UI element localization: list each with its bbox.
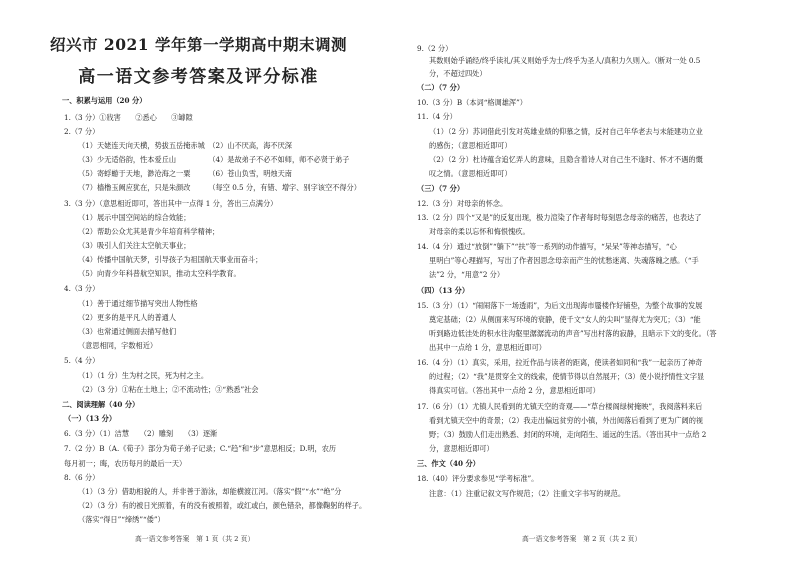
answer-line: 叹之情。（意思相近即可） xyxy=(429,169,512,178)
page-footer-2: 高一语文参考答案 第 2 页（共 2 页） xyxy=(522,535,642,543)
answer-line: 得真实可信。（答出其中一点给 2 分，意思相近即可） xyxy=(429,386,600,395)
answer-line: 6.（3 分）（1）洁慧 （2）雕刻 （3）逐渐 xyxy=(64,429,218,438)
answer-line: 分，不超过四处） xyxy=(429,69,487,78)
answer-line: 每月初一；晦，农历每月的最后一天） xyxy=(64,459,187,468)
answer-line: 9.（2 分） xyxy=(417,44,453,53)
answer-line: 10.（3 分）B（本词“格调雄浑”） xyxy=(417,98,527,107)
answer-line: （落实“得日”“缔绣”“倭”） xyxy=(78,515,165,524)
page-footer-1: 高一语文参考答案 第 1 页（共 2 页） xyxy=(135,535,255,543)
answer-line: 2.（7 分） xyxy=(64,127,100,136)
answer-line: 12.（3 分）对母亲的怀念。 xyxy=(417,199,508,208)
answer-line: 看到尤镇天空中的奇景；（2）我走出偏远贫穷的小镇，外出阅落后看到了更为广阔的视 xyxy=(429,416,704,425)
answer-line: 14.（4 分）通过“放倒”“躺下”“扶”等一系列的动作描写，“呆呆”等神态描写，“心 xyxy=(417,242,677,251)
answer-line: （5）向青少年科普航空知识，推动太空科学教育。 xyxy=(78,269,241,278)
answer-line: 18.（40）评分要求参见“学考标准”。 xyxy=(417,474,539,483)
section-heading: （一）（13 分） xyxy=(64,414,117,423)
answer-line: （3）也常通过侧面去描写他们 xyxy=(78,327,177,336)
document-title: 绍兴市 2021 学年第一学期高中期末调测 xyxy=(50,35,347,54)
answer-line: 里明白”等心理描写，写出了作者因思念母亲而产生的忧愁迷离、失魂落魄之感。（“手 xyxy=(429,256,699,265)
answer-line: （2）帮助公众尤其是青少年培育科学精神； xyxy=(78,227,220,236)
answer-line: （1）（2 分）苏词借此引发对英雄业绩的仰慕之情，反衬自己年华老去与未能建功立业 xyxy=(429,127,703,136)
answer-line: 出其中一点给 1 分，意思相近即可） xyxy=(429,343,546,352)
answer-line: 13.（2 分）四个“又是”的反复出现，极力渲染了作者每时每刻思念母亲的痛苦，也表达了 xyxy=(417,213,702,222)
answer-line: 法”2 分，“用意”2 分） xyxy=(429,270,505,279)
answer-line: （意思相同，字数相近） xyxy=(78,341,158,350)
answer-line: （1）展示中国空间站的综合效能； xyxy=(78,213,191,222)
answer-line: （2）更多的是平凡人的普通人 xyxy=(78,313,177,322)
answer-line: 奠定基础；（2）从侧面来写环境的衰静，使千文“女人的尖叫”显得尤为突兀；（3）“能 xyxy=(429,315,701,324)
answer-line: （1）（1 分）生为村之民，死为村之主。 xyxy=(78,371,209,380)
answer-line: （3）少无适俗韵，性本爱丘山 （4）是故弟子不必不如师，师不必贤于弟子 xyxy=(78,155,350,164)
section-heading: 二、阅读理解（40 分） xyxy=(62,400,140,409)
section-heading: 一、积累与运用（20 分） xyxy=(62,96,147,105)
answer-line: （3）吸引人们关注太空航天事业； xyxy=(78,241,191,250)
answer-line: （2）（3 分）①粘在土地上；②不流动性；③“熟悉”社会 xyxy=(78,385,259,394)
answer-line: 8.（6 分） xyxy=(64,473,100,482)
answer-line: 其数则始乎诵经/终乎读礼/其义则始乎为士/终乎为圣人/真积力久则入。（断对一处 0.5 xyxy=(429,56,701,65)
answer-line: 野；（3）鼓励人们走出熟悉、封闭的环境，走向陌生、遥远的生活。（答出其中一点给 2 xyxy=(429,430,707,439)
answer-line: 5.（4 分） xyxy=(64,356,100,365)
answer-line: （1）天姥连天向天横，势拔五岳掩赤城 （2）山不厌高，海不厌深 xyxy=(78,141,292,150)
answer-line: 分，意思相近即可） xyxy=(429,444,494,453)
answer-line: （2）（2 分）杜诗蕴含追忆弄人的意味，且隐含着诗人对自己生不逢时、怀才不遇的慨 xyxy=(429,155,703,164)
answer-line: （1）（3 分）借助相貌的人，并非善于游泳，却能横渡江河。（落实“假”“水”“绝”分 xyxy=(78,487,342,496)
answer-line: 对母亲的柔以忘怀和悔恨愧疚。 xyxy=(429,227,530,236)
answer-line: （2）（3 分）有的被日光照着，有的没有被照着，或红或白，颜色错杂，都像鞠躬的样子。 xyxy=(78,501,367,510)
answer-line: 16.（4 分）（1）真实，采用，拉近作品与读者的距离，使读者如同和“我”一起亲历了神奇 xyxy=(417,358,703,367)
section-heading: （三）（7 分） xyxy=(417,184,465,193)
answer-line: 17.（6 分）（1）尤镇人民看到的尤镇天空的奇观——“草台楼阁绿树掩映”，我阅落料来后 xyxy=(417,402,703,411)
section-heading: （二）（7 分） xyxy=(417,83,465,92)
answer-line: （7）樯橹玉阙应犹在，只是朱颜改 （每空 0.5 分，有错、增字、别字该空不得分） xyxy=(78,183,361,192)
section-heading: 三、作文（40 分） xyxy=(417,459,480,468)
section-heading: （四）（13 分） xyxy=(417,286,470,295)
answer-line: 1.（3 分）①戕害 ②悉心 ③罅隙 xyxy=(64,113,193,122)
answer-line: 4.（3 分） xyxy=(64,284,100,293)
answer-line: 听到路边低洼处的积水往沟壑里潺潺流动的声音”写出村落的寂静，且暗示下文的变化。（答 xyxy=(429,329,717,338)
answer-line: 15.（3 分）（1）“闹闹落下一场透雨”，为后文出现海市蜃楼作好铺垫，为整个故事的发展 xyxy=(417,301,703,310)
answer-line: （1）善于通过细节描写突出人物性格 xyxy=(78,299,198,308)
answer-line: 11.（4 分） xyxy=(417,112,457,121)
right-page xyxy=(397,0,794,561)
answer-line: 的过程；（2）“我”是贯穿全文的线索，使情节得以自然展开；（3）使小说抒情性文字显 xyxy=(429,372,705,381)
answer-line: 7.（2 分）B（A.《荀子》部分为荀子弟子记录；C.“趋”和“步”意思相反；D.明，农历 xyxy=(64,444,337,453)
answer-line: （5）寄蜉蝣于天地，渺沧海之一粟 （6）苍山负雪，明烛天南 xyxy=(78,169,292,178)
answer-line: 注意：（1）注重记叙文写作规范；（2）注重文字书写的规范。 xyxy=(429,489,626,498)
answer-line: 的感伤；（意思相近即可） xyxy=(429,141,512,150)
answer-line: 3.（3 分）（意思相近即可，答出其中一点得 1 分，答出三点满分） xyxy=(64,199,278,208)
document-subtitle: 高一语文参考答案及评分标准 xyxy=(78,67,319,87)
answer-line: （4）传播中国航天梦，引导孩子为祖国航天事业而奋斗； xyxy=(78,255,263,264)
